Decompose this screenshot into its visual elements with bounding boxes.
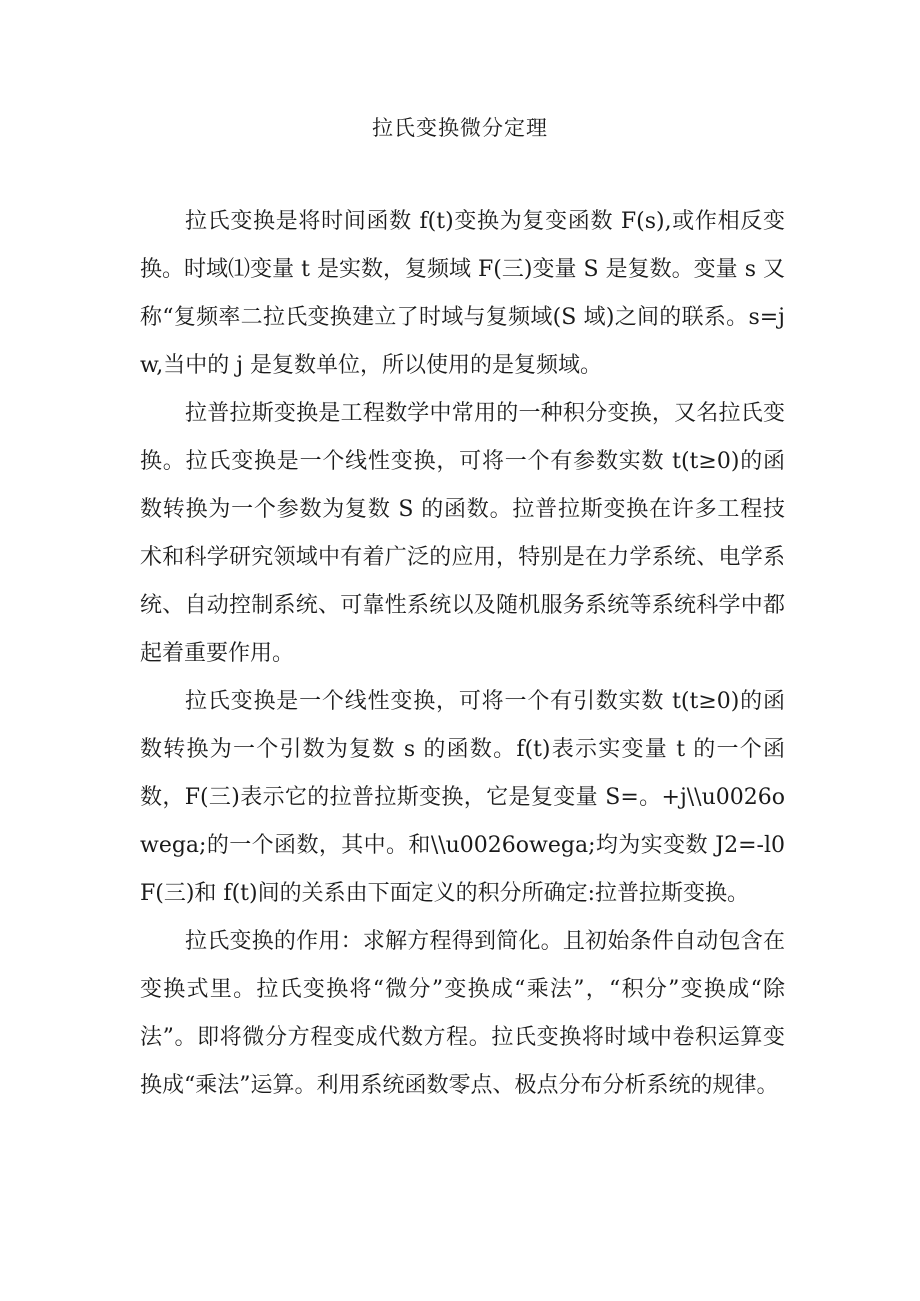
paragraph-3: 拉氏变换是一个线性变换，可将一个有引数实数 t(t≥0)的函数转换为一个引数为复数 s 的函数。f(t)表示实变量 t 的一个函数，F(三)表示它的拉普拉斯变换，它是复变量 S=。+j\\u0026owega;的一个函数，其中。和\\u0026owega;均为实变数 J2=-l0F(三)和 f(t)间的关系由下面定义的积分所确定:拉普拉斯变换。 bbox=[140, 689, 785, 906]
paragraph-4: 拉氏变换的作用：求解方程得到简化。且初始条件自动包含在变换式里。拉氏变换将“微分”变换成“乘法”，“积分”变换成“除法”。即将微分方程变成代数方程。拉氏变换将时域中卷积运算变换成“乘法”运算。利用系统函数零点、极点分布分析系统的规律。 bbox=[140, 929, 785, 1098]
paragraph-1: 拉氏变换是将时间函数 f(t)变换为复变函数 F(s),或作相反变换。时域⑴变量 t 是实数，复频域 F(三)变量 S 是复数。变量 s 又称“复频率二拉氏变换建立了时域与复频域(S 域)之间的联系。s=jw,当中的 j 是复数单位，所以使用的是复频域。 bbox=[140, 209, 785, 378]
document-body bbox=[140, 198, 785, 1110]
document-title: 拉氏变换微分定理 bbox=[372, 116, 548, 140]
paragraph-2: 拉普拉斯变换是工程数学中常用的一种积分变换，又名拉氏变换。拉氏变换是一个线性变换，可将一个有参数实数 t(t≥0)的函数转换为一个参数为复数 S 的函数。拉普拉斯变换在许多工程技术和科学研究领域中有着广泛的应用，特别是在力学系统、电学系统、自动控制系统、可靠性系统以及随机服务系统等系统科学中都起着重要作用。 bbox=[140, 401, 785, 666]
